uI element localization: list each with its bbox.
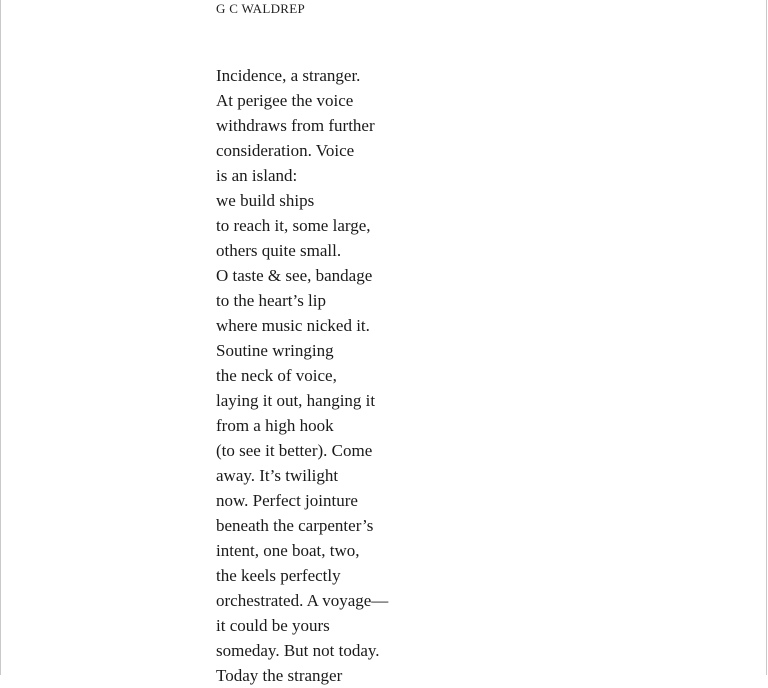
poem-line: (to see it better). Come	[216, 441, 373, 460]
poem-line: withdraws from further	[216, 116, 375, 135]
poem-line: consideration. Voice	[216, 141, 355, 160]
poem-line: now. Perfect jointure	[216, 491, 358, 510]
poem-line: is an island:	[216, 166, 298, 185]
poem-line: someday. But not today.	[216, 641, 380, 660]
poem-line: At perigee the voice	[216, 91, 354, 110]
poem-line: Incidence, a stranger.	[216, 66, 361, 85]
poem-line: orchestrated. A voyage—	[216, 591, 389, 610]
poem-line: intent, one boat, two,	[216, 541, 360, 560]
poem-line: where music nicked it.	[216, 316, 370, 335]
poem-line: it could be yours	[216, 616, 330, 635]
poem-line: to reach it, some large,	[216, 216, 371, 235]
page-border-left	[0, 0, 1, 675]
poem-line: laying it out, hanging it	[216, 391, 376, 410]
poem-line: Today the stranger	[216, 666, 343, 685]
poem-line: Soutine wringing	[216, 341, 334, 360]
poem-line: we build ships	[216, 191, 315, 210]
poem-body	[216, 63, 388, 688]
poem-line: to the heart’s lip	[216, 291, 327, 310]
poem-line: O taste & see, bandage	[216, 266, 373, 285]
poem-line: beneath the carpenter’s	[216, 516, 374, 535]
poem-line: the neck of voice,	[216, 366, 337, 385]
poem-line: away. It’s twilight	[216, 466, 339, 485]
poem-line: from a high hook	[216, 416, 334, 435]
page-border-right	[766, 0, 767, 675]
author-name: G C WALDREP	[216, 1, 306, 16]
poem-line: the keels perfectly	[216, 566, 341, 585]
poem-line: others quite small.	[216, 241, 342, 260]
